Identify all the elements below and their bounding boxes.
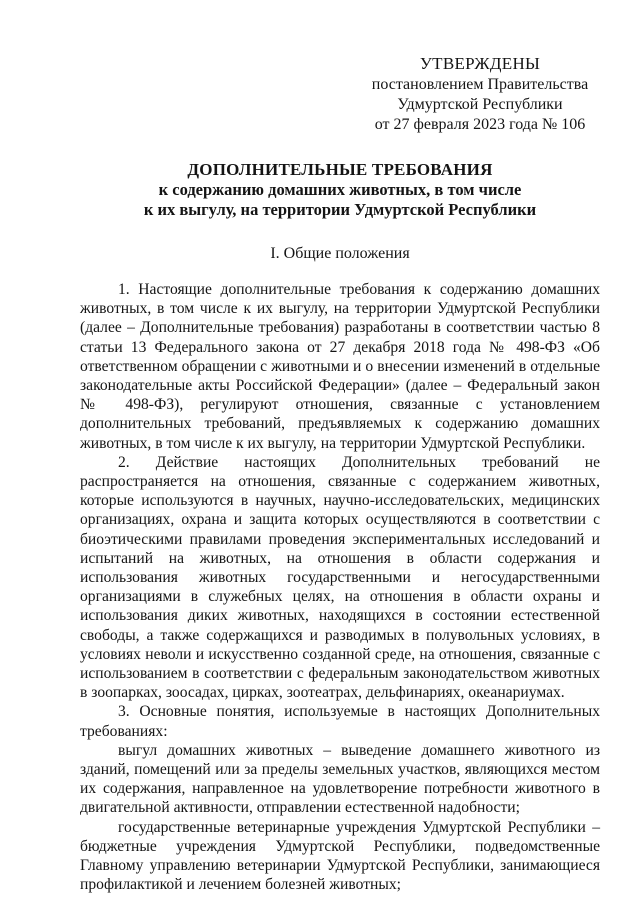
approval-date-number: от 27 февраля 2023 года № 106 [374, 116, 586, 133]
paragraph-2: 2. Действие настоящих Дополнительных требований не распространяется на отношения, связанные с содержанием животных, которые используются в научных, научно-исследовательских, медицинских организациях, охрана и защита которых осуществляются в соответствии с биоэтическими правилами проведения экспериментальных исследований и испытаний на животных, на отношения в области содержания и использования животных государственными и негосударственными организациями в служебных целях, на отношения в области охраны и использования диких животных, находящихся в состоянии естественной свободы, а также содержащихся и разводимых в полувольных условиях, в условиях неволи и искусственно созданной среде, на отношения, связанные с использованием в соответствии с федеральным законодательством животных в зоопарках, зоосадах, цирках, зоотеатрах, дельфинариях, океанариумах. [80, 453, 600, 702]
document-body [80, 280, 600, 895]
approval-status: УТВЕРЖДЕНЫ [419, 54, 541, 73]
definition-walking: выгул домашних животных – выведение домашнего животного из зданий, помещений или за пределы земельных участков, являющихся местом их содержания, направленное на удовлетворение потребности животного в двигательной активности, отправлении естественной надобности; [80, 741, 600, 817]
paragraph-1: 1. Настоящие дополнительные требования к содержанию домашних животных, в том числе к их выгулу, на территории Удмуртской Республики (далее – Дополнительные требования) разработаны в соответствии частью 8 статьи 13 Федерального закона от 27 декабря 2018 года № 498-ФЗ «Об ответственном обращении с животными и о внесении изменений в отдельные законодательные акты Российской Федерации» (далее – Федеральный закон № 498-ФЗ), регулируют отношения, связанные с установлением дополнительных требований, предъявляемых к содержанию домашних животных, в том числе к их выгулу, на территории Удмуртской Республики. [80, 281, 600, 452]
title-subtitle-line2: к их выгулу, на территории Удмуртской Республики [143, 200, 537, 219]
approval-decree: постановлением Правительства [371, 76, 589, 93]
title-main: ДОПОЛНИТЕЛЬНЫЕ ТРЕБОВАНИЯ [187, 160, 493, 179]
approval-block [360, 54, 600, 135]
section-heading: I. Общие положения [270, 245, 410, 262]
definition-vet-institutions: государственные ветеринарные учреждения Удмуртской Республики – бюджетные учреждения Удмуртской Республики, подведомственные Главному управлению ветеринарии Удмуртской Республики, занимающиеся профилактикой и лечением болезней животных; [80, 818, 600, 894]
title-subtitle-line1: к содержанию домашних животных, в том числе [158, 180, 522, 199]
document-title [80, 160, 600, 220]
paragraph-3: 3. Основные понятия, используемые в настоящих Дополнительных требованиях: [80, 703, 600, 740]
approval-authority: Удмуртской Республики [397, 96, 563, 113]
